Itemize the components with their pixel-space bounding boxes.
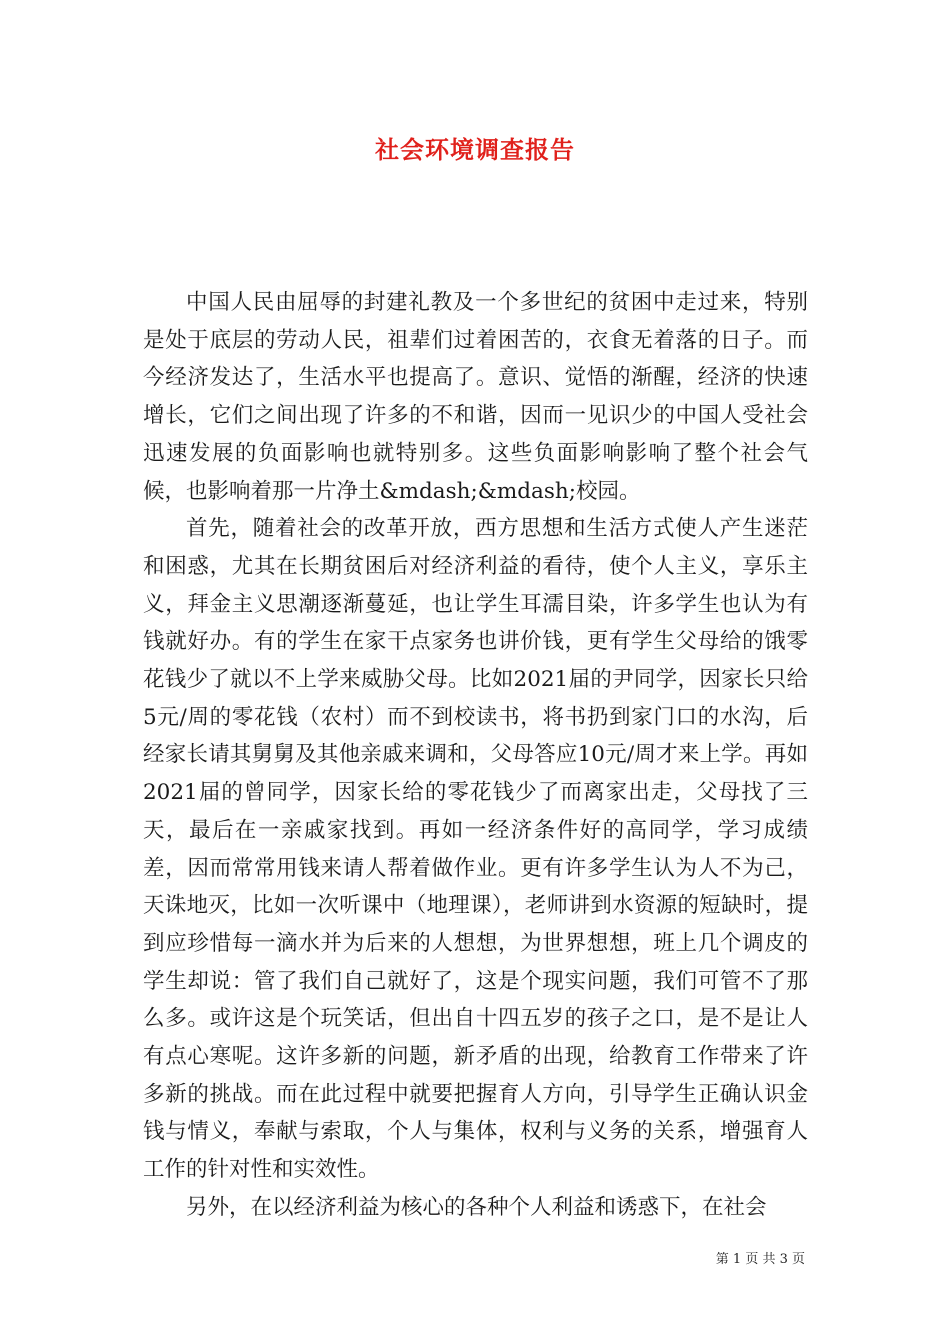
- paragraph-1: 中国人民由屈辱的封建礼教及一个多世纪的贫困中走过来，特别是处于底层的劳动人民，祖辈们过着困苦的，衣食无着落的日子。而今经济发达了，生活水平也提高了。意识、觉悟的渐醒，经济的快速增长，它们之间出现了许多的不和谐，因而一见识少的中国人受社会迅速发展的负面影响也就特别多。这些负面影响影响了整个社会气候，也影响着那一片净土&mdash;&mdash;校园。: [143, 290, 808, 504]
- paragraph-2: 首先，随着社会的改革开放，西方思想和生活方式使人产生迷茫和困惑，尤其在长期贫困后对经济利益的看待，使个人主义，享乐主义，拜金主义思潮逐渐蔓延，也让学生耳濡目染，许多学生也认为有钱就好办。有的学生在家干点家务也讲价钱，更有学生父母给的饿零花钱少了就以不上学来威胁父母。比如2021届的尹同学，因家长只给5元/周的零花钱（农村）而不到校读书，将书扔到家门口的水沟，后经家长请其舅舅及其他亲戚来调和，父母答应10元/周才来上学。再如2021届的曾同学，因家长给的零花钱少了而离家出走，父母找了三天，最后在一亲戚家找到。再如一经济条件好的高同学，学习成绩差，因而常常用钱来请人帮着做作业。更有许多学生认为人不为己，天诛地灭，比如一次听课中（地理课），老师讲到水资源的短缺时，提到应珍惜每一滴水并为后来的人想想，为世界想想，班上几个调皮的学生却说：管了我们自己就好了，这是个现实问题，我们可管不了那么多。或许这是个玩笑话，但出自十四五岁的孩子之口，是不是让人有点心寒呢。这许多新的问题，新矛盾的出现，给教育工作带来了许多新的挑战。而在此过程中就要把握育人方向，引导学生正确认识金钱与情义，奉献与索取，个人与集体，权利与义务的关系，增强育人工作的针对性和实效性。: [143, 516, 808, 1183]
- paragraph-3: 另外，在以经济利益为核心的各种个人利益和诱惑下，在社会: [186, 1194, 767, 1220]
- page-title: 社会环境调查报告: [375, 135, 575, 164]
- page-number: 第 1 页 共 3 页: [715, 1252, 805, 1267]
- document-body: [143, 284, 808, 1227]
